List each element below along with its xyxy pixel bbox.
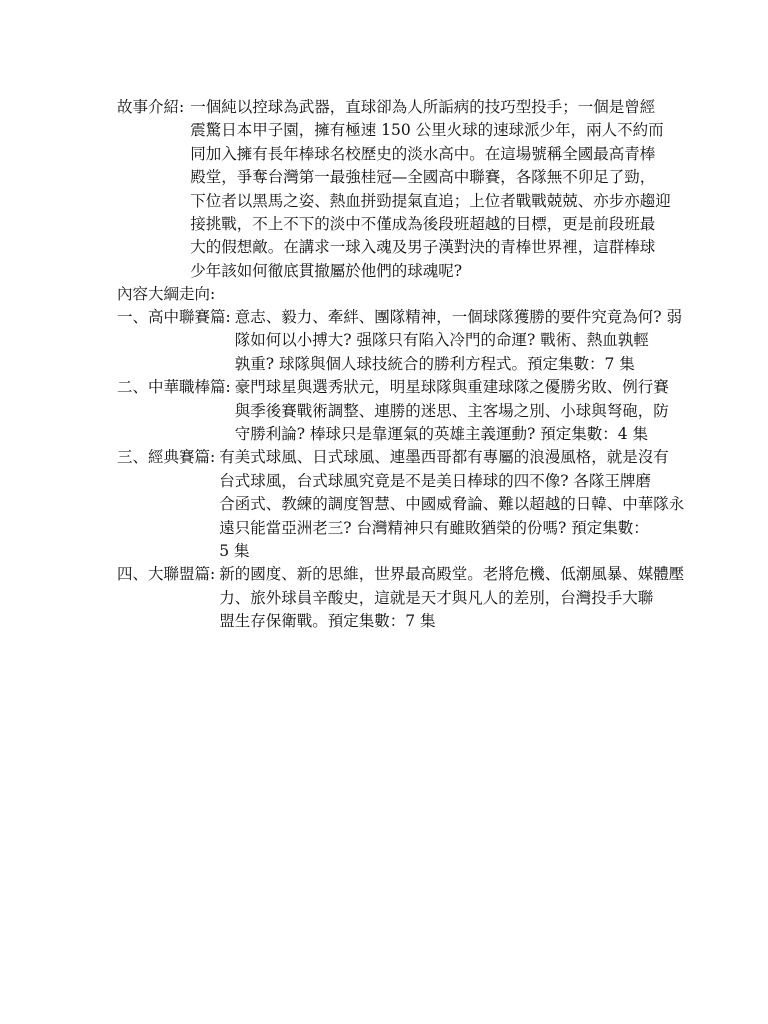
story-intro [117, 96, 671, 283]
section-line: 孰重? 球隊與個人球技統合的勝利方程式。預定集數：7 集 [234, 354, 635, 373]
story-text [190, 96, 671, 283]
section-line: 新的國度、新的思維，世界最高殿堂。老將危機、低潮風暴、媒體壓 [219, 565, 685, 584]
story-line: 震驚日本甲子園，擁有極速 150 公里火球的速球派少年，兩人不約而 [190, 121, 664, 140]
story-line: 殿堂，爭奪台灣第一最強桂冠—全國高中聯賽，各隊無不卯足了勁， [190, 168, 656, 187]
section-text [219, 563, 684, 633]
section-text [219, 446, 684, 563]
section-line: 隊如何以小搏大? 强隊只有陷入冷門的命運? 戰術、熱血孰輕 [234, 331, 649, 350]
section-text [235, 376, 669, 446]
section-line: 守勝利論? 棒球只是靠運氣的英雄主義運動? 預定集數：4 集 [234, 425, 648, 444]
section-line: 有美式球風、日式球風、連墨西哥都有專屬的浪漫風格，就是沒有 [219, 448, 669, 467]
section-line: 意志、毅力、牽絆、團隊精神，一個球隊獲勝的要件究竟為何? 弱 [234, 308, 682, 326]
story-line: 少年該如何徹底貫撤屬於他們的球魂呢? [190, 261, 463, 280]
section-text [235, 306, 682, 376]
story-line: 一個純以控球為武器，直球卻為人所詬病的技巧型投手；一個是曾經 [190, 98, 656, 116]
section-line: 遠只能當亞洲老三? 台灣精神只有雖敗猶榮的份嗎? 預定集數： [219, 518, 649, 537]
outline-title: 內容大綱走向: [117, 285, 216, 303]
story-line: 大的假想敵。在講求一球入魂及男子漢對決的青棒世界裡，這群棒球 [190, 238, 656, 257]
story-label: 故事介紹: [117, 98, 185, 116]
section-label: 一、高中聯賽篇: [117, 308, 231, 326]
section-line: 力、旅外球員辛酸史，這就是天才與凡人的差別，台灣投手大聯 [219, 588, 654, 607]
story-line: 接挑戰，不上不下的淡中不僅成為後段班超越的目標，更是前段班最 [190, 215, 656, 234]
outline-sections [117, 306, 685, 634]
story-line: 下位者以黑馬之姿、熱血拼勁提氣直追；上位者戰戰兢兢、亦步亦趨迎 [190, 191, 671, 210]
section-line: 合函式、教練的調度智慧、中國威脅論、難以超越的日韓、中華隊永 [219, 495, 685, 514]
outline-section-classic [117, 446, 685, 563]
section-label: 四、大聯盟篇: [117, 565, 216, 584]
section-line: 5 集 [219, 542, 250, 561]
section-label: 三、經典賽篇: [117, 448, 216, 467]
section-line: 與季後賽戰術調整、連勝的迷思、主客場之別、小球與弩砲，防 [234, 401, 669, 420]
outline-section-high-school [117, 306, 682, 376]
section-line: 盟生存保衛戰。預定集數：7 集 [219, 612, 436, 631]
outline-section-mlb [117, 563, 685, 633]
outline-section-cpbl [117, 376, 669, 446]
section-line: 台式球風，台式球風究竟是不是美日棒球的四不像? 各隊王牌磨 [219, 471, 651, 490]
section-line: 豪門球星與選秀狀元，明星球隊與重建球隊之優勝劣敗、例行賽 [234, 378, 669, 397]
story-line: 同加入擁有長年棒球名校歷史的淡水高中。在這場號稱全國最高青棒 [190, 144, 656, 163]
section-label: 二、中華職棒篇: [117, 378, 231, 397]
